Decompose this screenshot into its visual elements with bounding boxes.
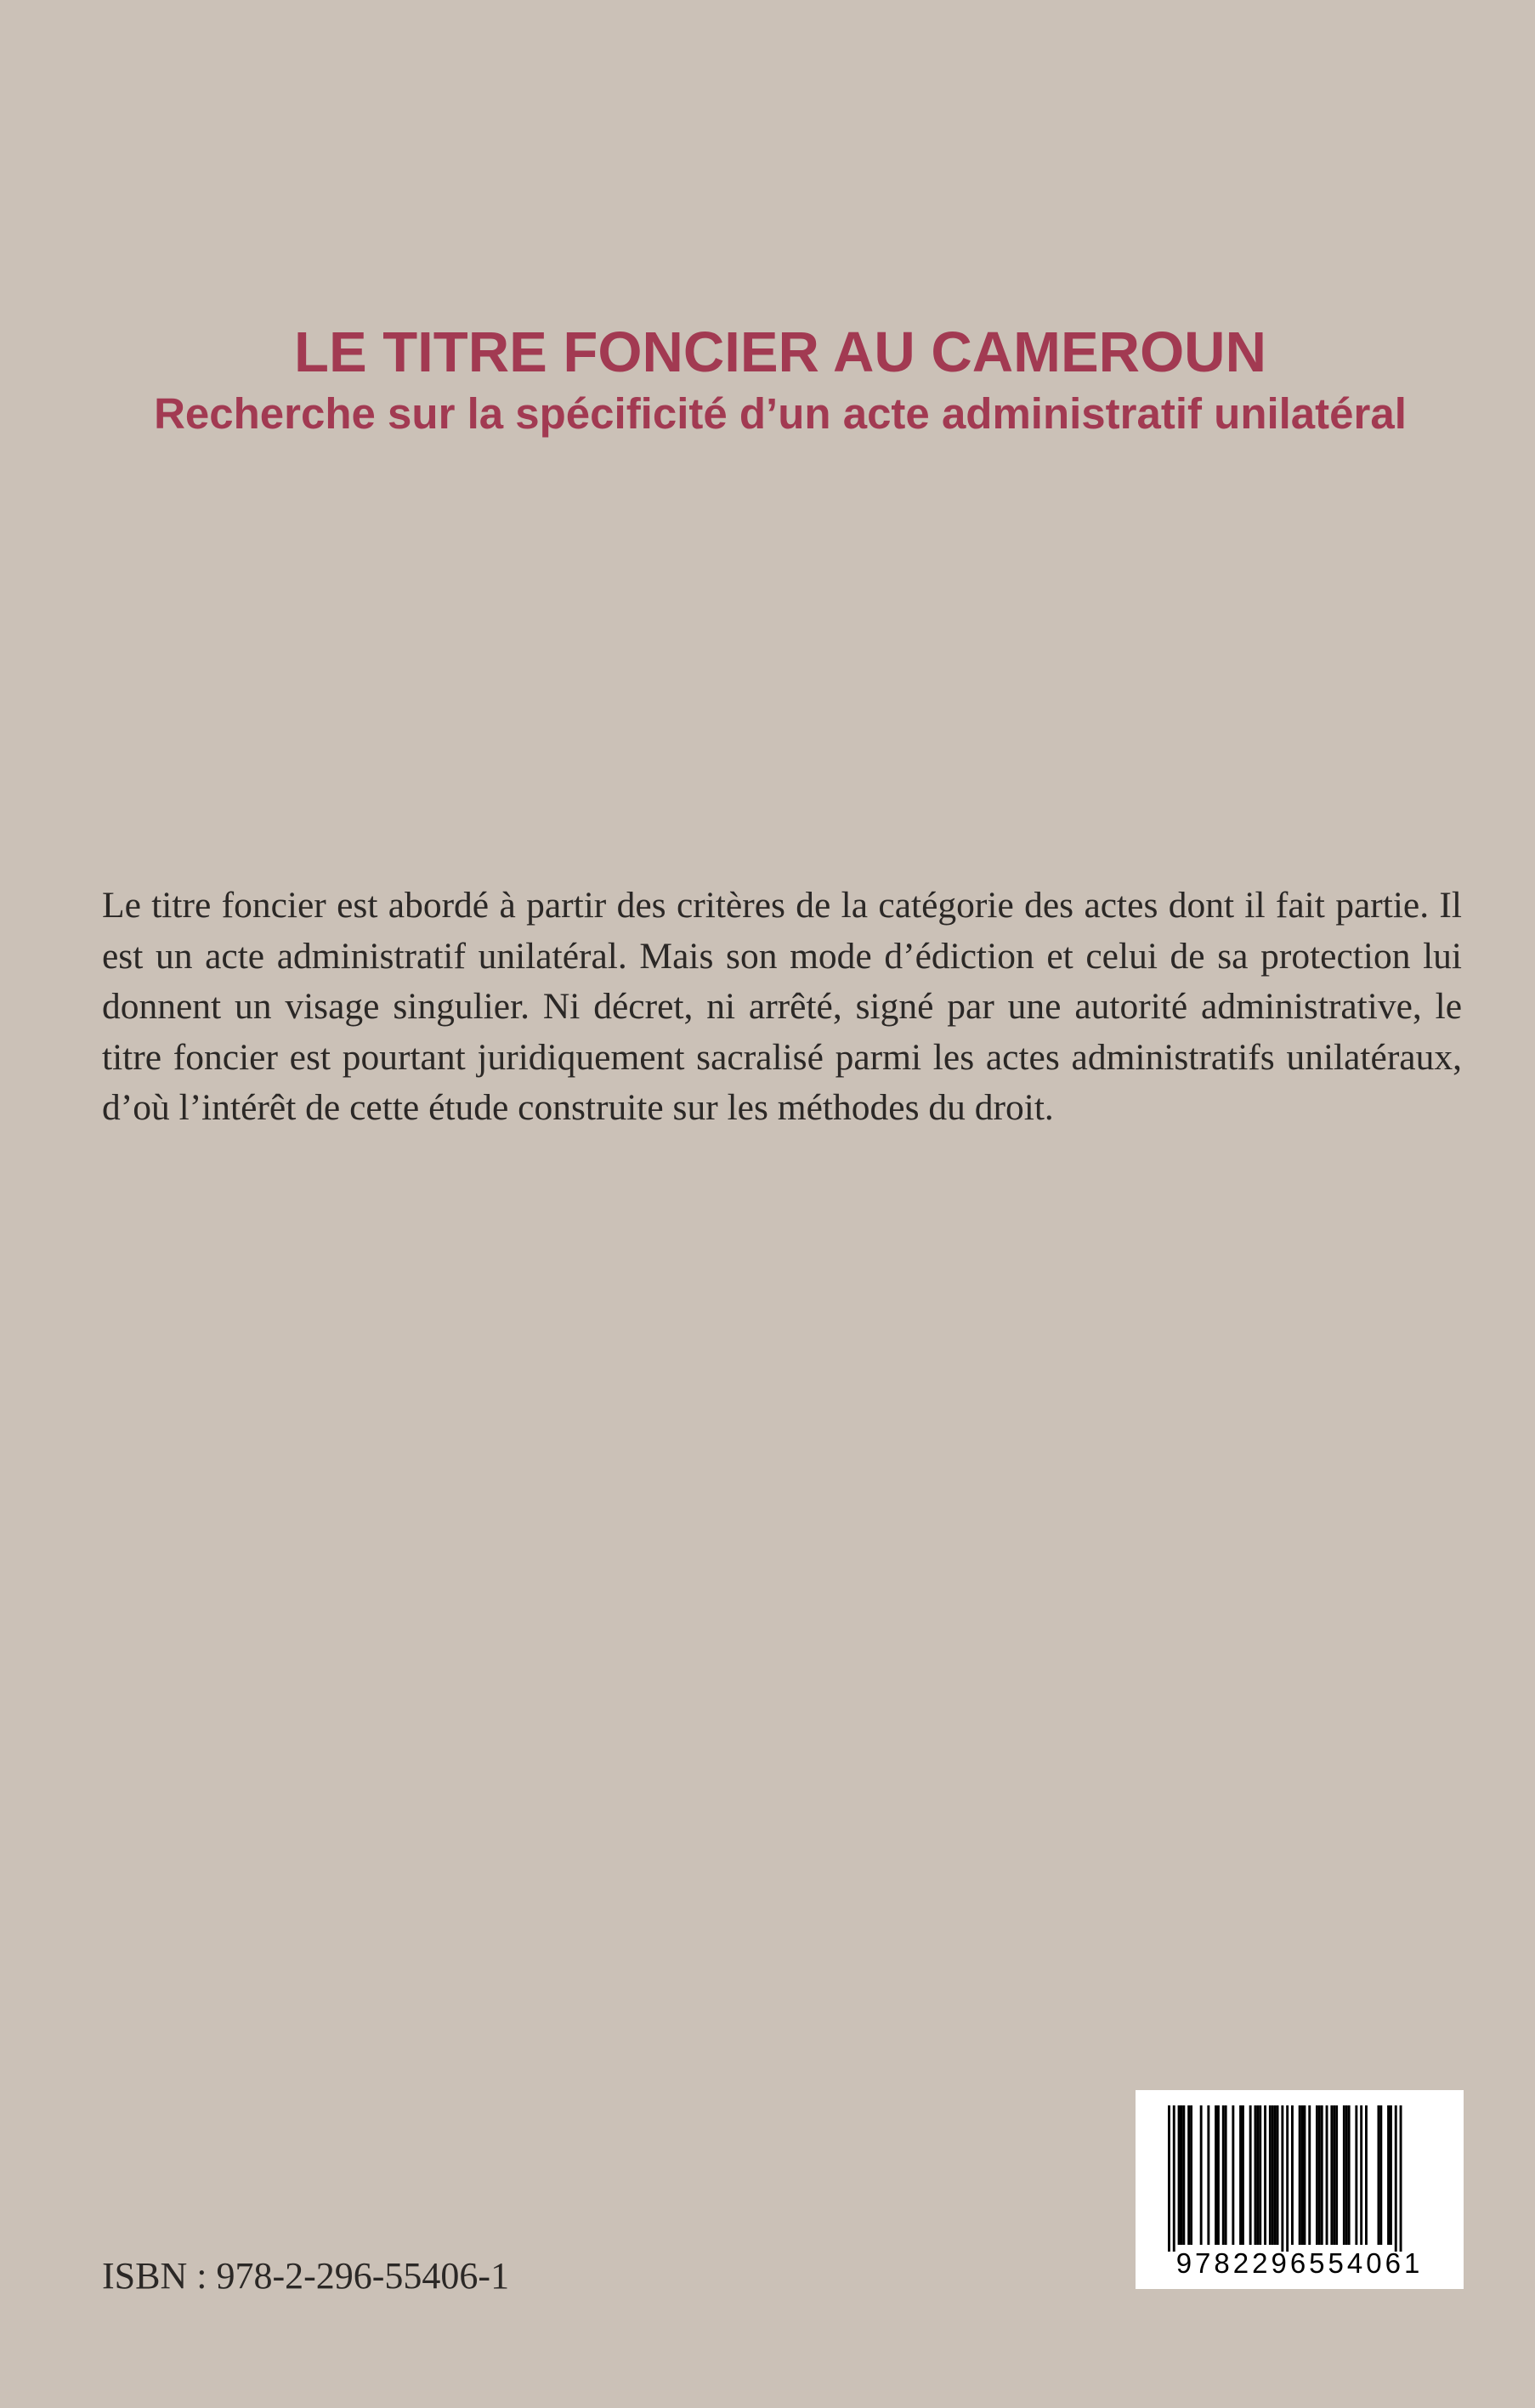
barcode-bar bbox=[1269, 2105, 1272, 2245]
book-title: LE TITRE FONCIER AU CAMEROUN bbox=[294, 320, 1266, 384]
barcode-bar bbox=[1378, 2105, 1380, 2245]
barcode-bar bbox=[1326, 2105, 1328, 2245]
barcode-bar bbox=[1321, 2105, 1323, 2245]
barcode-bar bbox=[1168, 2105, 1170, 2252]
barcode-bar bbox=[1390, 2105, 1392, 2245]
barcode-bar bbox=[1281, 2105, 1283, 2252]
book-subtitle: Recherche sur la spécificité d’un acte administratif unilatéral bbox=[154, 389, 1407, 438]
barcode-bar bbox=[1395, 2105, 1397, 2252]
barcode-bar bbox=[1249, 2105, 1252, 2245]
barcode-bar bbox=[1379, 2105, 1382, 2245]
barcode-bar bbox=[1316, 2105, 1318, 2245]
barcode-bar bbox=[1178, 2105, 1181, 2245]
barcode-bar bbox=[1190, 2105, 1192, 2245]
barcode-bar bbox=[1333, 2105, 1335, 2245]
barcode-bar bbox=[1318, 2105, 1321, 2245]
barcode-bar bbox=[1286, 2105, 1289, 2252]
barcode-bar bbox=[1187, 2105, 1190, 2245]
isbn-label: ISBN : 978-2-296-55406-1 bbox=[102, 2255, 510, 2297]
barcode-bar bbox=[1182, 2105, 1185, 2245]
barcode-bar bbox=[1360, 2105, 1362, 2245]
barcode-bar bbox=[1215, 2105, 1217, 2245]
barcode-bar bbox=[1232, 2105, 1234, 2245]
barcode-bar bbox=[1181, 2105, 1183, 2245]
barcode-bar bbox=[1259, 2105, 1261, 2245]
barcode-bar bbox=[1239, 2105, 1242, 2245]
barcode-bar bbox=[1345, 2105, 1348, 2245]
barcode-bar bbox=[1207, 2105, 1209, 2245]
barcode-bar bbox=[1217, 2105, 1220, 2245]
barcode-bar bbox=[1400, 2105, 1402, 2252]
barcode-bar bbox=[1308, 2105, 1311, 2245]
barcode-bar bbox=[1330, 2105, 1333, 2245]
barcode-bar bbox=[1304, 2105, 1306, 2245]
barcode-bar bbox=[1291, 2105, 1294, 2245]
barcode bbox=[1136, 2090, 1464, 2289]
barcode-bar bbox=[1335, 2105, 1338, 2245]
barcode-bar bbox=[1200, 2105, 1203, 2245]
barcode-bar bbox=[1173, 2105, 1175, 2252]
barcode-bar bbox=[1264, 2105, 1266, 2245]
barcode-bar bbox=[1299, 2105, 1301, 2245]
barcode-bar bbox=[1301, 2105, 1304, 2245]
barcode-bar bbox=[1225, 2105, 1227, 2245]
barcode-bar bbox=[1222, 2105, 1225, 2245]
barcode-bar bbox=[1387, 2105, 1390, 2245]
barcode-digits: 9782296554061 bbox=[1175, 2247, 1424, 2279]
barcode-bar bbox=[1355, 2105, 1357, 2245]
barcode-bar bbox=[1255, 2105, 1257, 2245]
barcode-bar bbox=[1343, 2105, 1345, 2245]
barcode-bar bbox=[1274, 2105, 1277, 2245]
back-cover-summary: Le titre foncier est abordé à partir des critères de la catégorie des actes dont il fait partie. Il est un acte administratif unilatéral. Mais son mode d’édiction et celui de sa protection lui donnent un visage singulier. Ni décret, ni arrêté, signé par une autorité administrative, le titre foncier est pourtant juridiquement sacralisé parmi les actes administratifs unilatéraux, d’où l’intérêt de cette étude construite sur les méthodes du droit. bbox=[102, 885, 1462, 1128]
barcode-bar bbox=[1348, 2105, 1351, 2245]
barcode-bar bbox=[1256, 2105, 1259, 2245]
barcode-bar bbox=[1365, 2105, 1368, 2245]
barcode-bar bbox=[1242, 2105, 1244, 2245]
barcode-bar bbox=[1277, 2105, 1279, 2245]
barcode-bar bbox=[1272, 2105, 1274, 2245]
